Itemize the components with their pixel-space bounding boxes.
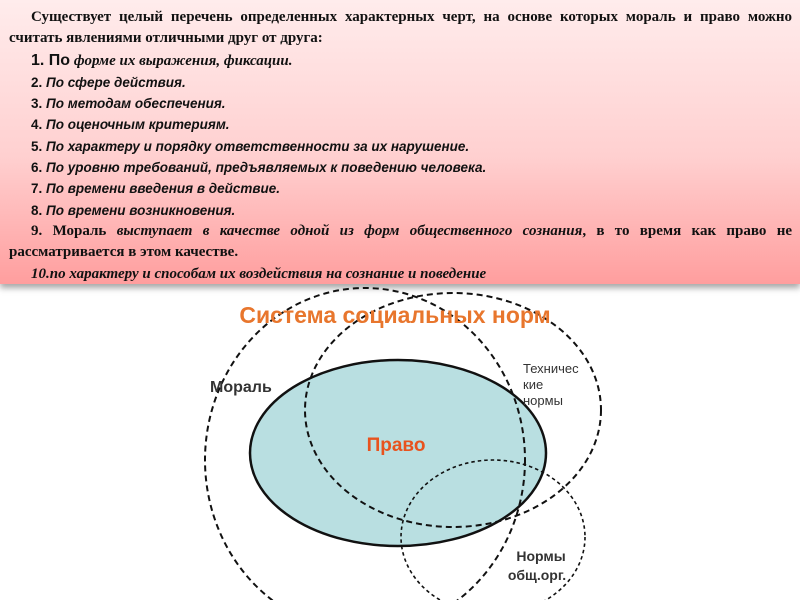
list-item-text: По уровню требований, предъявляемых к поведению человека. — [46, 160, 487, 176]
list-item-number: 4. — [31, 117, 47, 133]
list-item-text: По методам обеспечения. — [46, 96, 226, 112]
list-item-number: 2. — [31, 74, 47, 90]
list-item-text: По оценочным критериям. — [46, 117, 230, 133]
technical-norms-label-line1: Техничес — [523, 361, 579, 376]
list-item-number: 8. — [31, 202, 47, 218]
list-item-number: 3. — [31, 96, 47, 112]
technical-norms-label-line3: нормы — [523, 393, 563, 408]
morality-label: Мораль — [210, 379, 272, 396]
list-item-text: По времени введения в действие. — [46, 181, 281, 197]
list-item-text: По характеру и порядку ответственности за их нарушение. — [46, 138, 470, 154]
item-9-emphasis: выступает в качестве одной из форм общественного сознания — [116, 222, 583, 239]
list-item-text: форме их выражения, фиксации. — [70, 52, 293, 69]
list-item-text: По сфере действия. — [46, 74, 186, 90]
org-norms-label-line1: Нормы — [516, 548, 566, 564]
org-norms-label-line2: общ.орг. — [507, 567, 567, 583]
list-item-number: 1. По — [31, 51, 71, 69]
item-9-rest: , в то время как право не рассматривается в этом качестве. — [9, 222, 793, 261]
list-item-number: 7. — [31, 181, 47, 197]
list-item-number: 5. — [31, 138, 47, 154]
law-label: Право — [366, 435, 426, 456]
item-9-subject: Мораль — [52, 222, 117, 239]
list-item-number: 6. — [31, 160, 47, 176]
item-10-content: 10.по характеру и способам их воздействия на сознание и поведение — [31, 265, 487, 282]
list-item-number: 9. — [31, 222, 53, 239]
technical-norms-label-line2: кие — [523, 377, 544, 392]
intro-text: Существует целый перечень определенных характерных черт, на основе которых мораль и право можно считать явлениями отличными друг от друга: — [9, 9, 792, 47]
list-item-text: По времени возникновения. — [46, 202, 236, 218]
diagram-title: Система социальных норм — [239, 302, 551, 328]
